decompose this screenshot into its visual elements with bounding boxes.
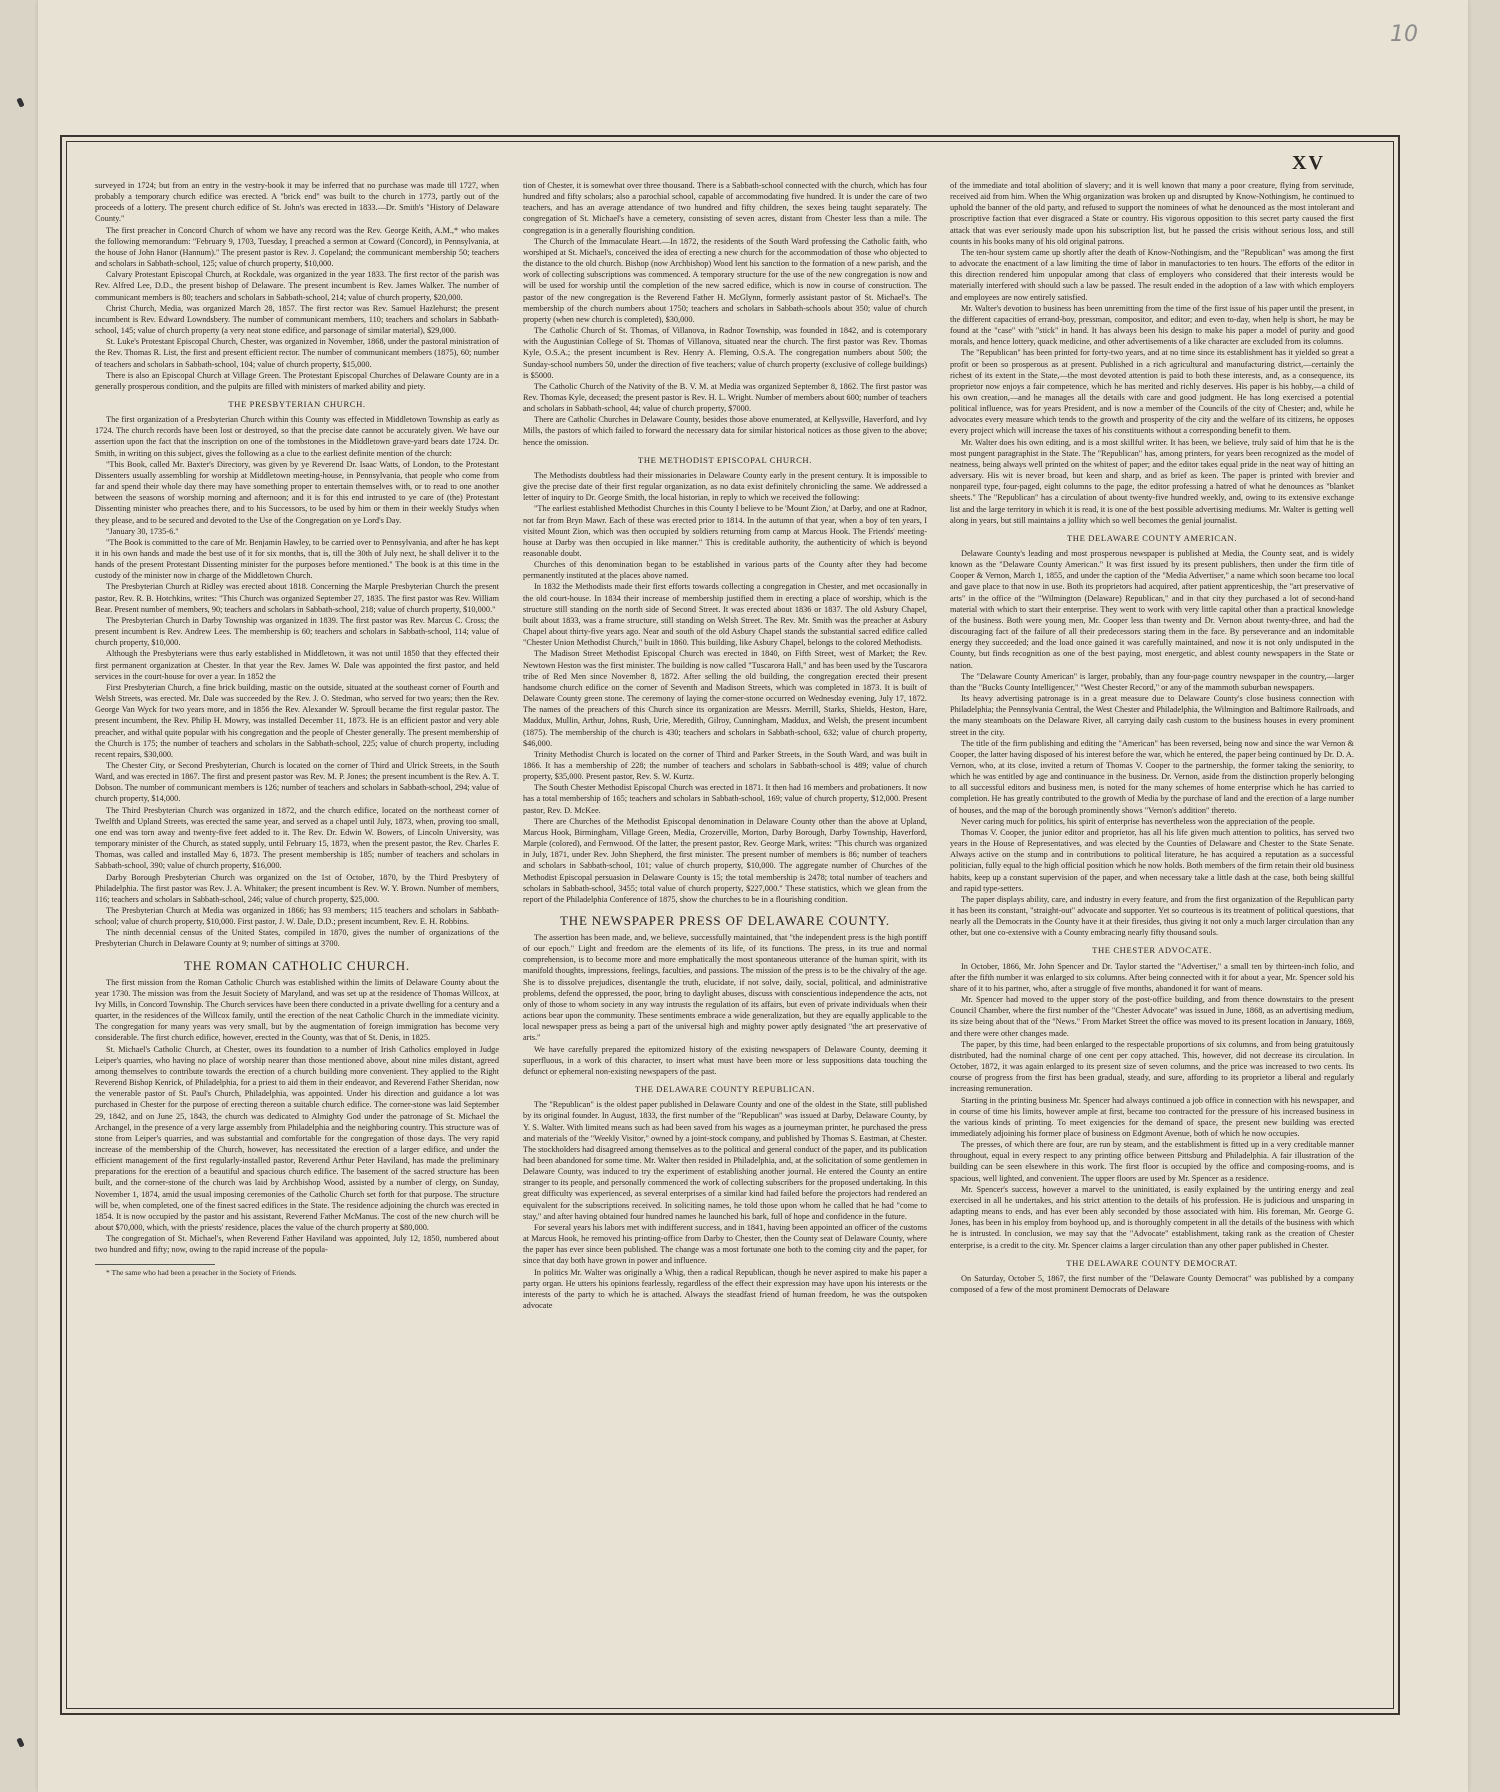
paragraph: The paper, by this time, had been enlarged to the respectable proportions of six columns, and from being gratuitously distributed, had the nominal charge of one cent per copy attached. This, however, did not decrease its circulation. In October, 1872, it was again enlarged to its present size of seven columns, and the price was increased to two cents. Its course of progress from the first has been gradual, steady, and sure, affording to its proprietor a liberal and regularly increasing remuneration.	[950, 1039, 1354, 1094]
paragraph: Trinity Methodist Church is located on the corner of Third and Parker Streets, in the South Ward, and was built in 1866. It has a membership of 228; the number of teachers and scholars in Sabbath-school is 489; value of church property, $35,000. Present pastor, Rev. S. W. Kurtz.	[523, 749, 927, 782]
paragraph: The Methodists doubtless had their missionaries in Delaware County early in the present century. It is impossible to give the precise date of their first regular organization, as no data exist definitely chronicling the same. We addressed a letter of inquiry to Dr. George Smith, the local historian, in reply to which we received the following:	[523, 470, 927, 503]
paragraph: The first organization of a Presbyterian Church within this County was effected in Middletown Township as early as 1724. The church records have been lost or destroyed, so that the precise date cannot be accurately given. We have our assertion upon the fact that the inscription on one of the tombstones in the Middletown grave-yard bears date 1724. Dr. Smith, in writing on this subject, gives the following as a clue to the earliest definite mention of the church:	[95, 415, 499, 458]
section-heading: THE DELAWARE COUNTY REPUBLICAN.	[635, 1084, 815, 1095]
paragraph: The Third Presbyterian Church was organized in 1872, and the church edifice, located on the northeast corner of Twelfth and Upland Streets, was erected the same year, and served as a chapel until July, 1873, when, proving too small, one end was torn away and twenty-five feet added to it. The Rev. Dr. Edwin W. Bowers, of Lincoln University, was temporary minister of the Church, as stated supply, until February 15, 1873, when the present pastor, the Rev. Charles F. Thomas, was called and installed May 6, 1873. The present membership is 185; number of teachers and scholars in Sabbath-school, 390; value of church property, $16,000.	[95, 805, 499, 871]
section-heading: THE NEWSPAPER PRESS OF DELAWARE COUNTY.	[560, 913, 890, 928]
paragraph: The Madison Street Methodist Episcopal Church was erected in 1840, on Fifth Street, west of Market; the Rev. Newtown Heston was the first minister. The building is now called "Tuscarora Hall," and has been used by the Tuscarora tribe of Red Men since November 8, 1872. After selling the old building, the congregation erected their present handsome church edifice on the corner of Seventh and Madison Streets, which was completed in 1873. It is built of Delaware County green stone. The ceremony of laying the corner-stone occurred on Wednesday evening, July 17, 1872. The names of the preachers of this Church since its organization are Messrs. Merrill, Starks, Shields, Heston, Hare, Maddux, Mullin, Arthur, Johns, Rush, Urie, Meredith, Gilroy, Cunningham, Maddux, and Welsh, the present incumbent (1875). The membership of the church is 430; teachers and scholars in Sabbath-school, 632; value of church property, $46,000.	[523, 649, 927, 748]
paragraph: "January 30, 1735-6."	[106, 526, 179, 536]
section-heading: THE DELAWARE COUNTY AMERICAN.	[1066, 532, 1238, 543]
paragraph: The presses, of which there are four, are run by steam, and the establishment is fitted up in a very creditable manner throughout, equal in every respect to any printing office between Pittsburg and Philadelphia. A fair illustration of the building can be seen elsewhere in this work. The first floor is occupied by the office and composing-rooms, and is spacious, well lighted, and convenient. The upper floors are used by Mr. Spencer as a residence.	[950, 1140, 1354, 1183]
text-column-1	[95, 180, 499, 1700]
paragraph: The Catholic Church of St. Thomas, of Villanova, in Radnor Township, was founded in 1842, and is cotemporary with the Augustinian College of St. Thomas of Villanova, situated near the church. The first pastor was Rev. Thomas Kyle, O.S.A.; the present incumbent is Rev. Henry A. Fleming, O.S.A. The congregation numbers about 500; the Sunday-school numbers 50, under the direction of five teachers; value of church property (exclusive of college buildings) is $5000.	[523, 326, 927, 380]
paragraph: The title of the firm publishing and editing the "American" has been reversed, being now and since the war Vernon & Cooper, the latter having disposed of his interest before the war, which he entered, the paper being continued by Dr. D. A. Vernon, who, at its close, invited a return of Thomas V. Cooper to the partnership, the former taking the seniority, to which he was entitled by age and continuance in the business. Dr. Vernon, aside from the distinction properly belonging to all successful editors and business men, is noted for the many schemes of home enterprise which he has carried to completion. He has greatly contributed to the growth of Media by the purchase of land and the erection of a large number of houses, and the map of the borough prominently shows "Vernon's addition" thereto.	[950, 738, 1354, 815]
paragraph: The Presbyterian Church in Darby Township was organized in 1839. The first pastor was Rev. Marcus C. Cross; the present incumbent is Rev. Andrew Lees. The membership is 60; teachers and scholars in Sabbath-school, 114; value of church property, $10,000.	[95, 615, 499, 648]
paragraph: The South Chester Methodist Episcopal Church was erected in 1871. It then had 16 members and probationers. It now has a total membership of 165; teachers and scholars in Sabbath-school, 169; value of church property, $12,000. Present pastor, Rev. D. McKee.	[523, 783, 927, 815]
paragraph: Its heavy advertising patronage is in a great measure due to Delaware County's close business connection with Philadelphia; the Pennsylvania Central, the West Chester and Philadelphia, the Wilmington and Baltimore Railroads, and the many steamboats on the Delaware River, all carrying daily cash custom to the business houses in every prominent street in the city.	[950, 694, 1354, 737]
footnote: * The same who had been a preacher in the Society of Friends.	[106, 1267, 297, 1277]
paragraph: St. Luke's Protestant Episcopal Church, Chester, was organized in November, 1868, under the pastoral ministration of the Rev. Thomas R. List, the first and present efficient rector. The number of communicant members (1875), 60; number of teachers and scholars in Sabbath-school, 104; value of church property, $15,000.	[95, 337, 499, 369]
paragraph: The paper displays ability, care, and industry in every feature, and from the first organization of the Republican party it has been its constant, "straight-out" advocate and supporter. Yet so courteous is its treatment of political questions, that nearly all the Democrats in the County have it at their firesides, thus giving it not only a much larger circulation than any other, but one co-extensive with a County embracing nearly fifty thousand souls.	[950, 894, 1354, 938]
section-heading: THE ROMAN CATHOLIC CHURCH.	[184, 957, 410, 973]
section-heading: THE METHODIST EPISCOPAL CHURCH.	[638, 454, 812, 465]
pencil-page-number: 10	[1390, 22, 1418, 47]
section-heading: THE DELAWARE COUNTY DEMOCRAT.	[1066, 1257, 1238, 1268]
page-numeral: XV	[1292, 152, 1325, 174]
paragraph: "The Book is committed to the care of Mr. Benjamin Hawley, to be carried over to Pennsylvania, and after he has kept it in his own hands and made the best use of it for six months, that is, till the 30th of July next, he shall deliver it to the hands of the present Protestant Dissenting minister for the purposes before mentioned." The book is at this time in the custody of the minister now in charge of the Middletown Church.	[95, 537, 499, 581]
paragraph: The "Delaware County American" is larger, probably, than any four-page country newspaper in the country,—larger than the "Bucks County Intelligencer," "West Chester Record," or any of the mammoth suburban newspapers.	[950, 671, 1354, 692]
paragraph: Calvary Protestant Episcopal Church, at Rockdale, was organized in the year 1833. The first rector of the parish was Rev. Alfred Lee, D.D., the present bishop of Delaware. The present incumbent is Rev. James Walker. The number of communicant members is 80; teachers and scholars in Sabbath-school, 214; value of church property, $20,000.	[95, 270, 499, 302]
paragraph: Starting in the printing business Mr. Spencer had always continued a job office in connection with his newspaper, and in course of time his limits, however ample at first, became too contracted for the pressure of his increased business in the various kinds of printing. To meet exigencies for the demand of space, the present new building was erected immediately adjoining his former place of business on Edgmont Avenue, both of which he now occupies.	[950, 1095, 1354, 1138]
section-heading: THE PRESBYTERIAN CHURCH.	[228, 398, 366, 409]
paragraph: Mr. Spencer had moved to the upper story of the post-office building, and from thence downstairs to the present Council Chamber, where the first number of the "Chester Advocate" was issued in June, 1868, as an advertising medium, its size being about that of the "News." From Market Street the office was moved to its present location in January, 1869, and there were other changes made.	[950, 995, 1354, 1038]
paragraph: There is also an Episcopal Church at Village Green. The Protestant Episcopal Churches of Delaware County are in a generally prosperous condition, and the pulpits are filled with ministers of marked ability and piety.	[95, 370, 499, 391]
paragraph: Christ Church, Media, was organized March 28, 1857. The first rector was Rev. Samuel Hazlehurst; the present incumbent is Rev. Edward Lowndsbery. The number of communicant members, 110; teachers and scholars in Sabbath-school, 145; value of church property (a very neat stone edifice, and parsonage of similar material), $29,000.	[95, 303, 499, 336]
section-heading: THE CHESTER ADVOCATE.	[1092, 945, 1212, 956]
paragraph: tion of Chester, it is somewhat over three thousand. There is a Sabbath-school connected with the church, which has four hundred and fifty scholars; also a parochial school, capable of accommodating five hundred. It is under the care of two teachers, and has an average attendance of two hundred and fifty children, the sexes being taught separately. The congregation of St. Michael's have a cemetery, consisting of seven acres, distant from Chester less than a mile. The congregation is in a generally flourishing condition.	[523, 181, 927, 235]
paragraph: The Catholic Church of the Nativity of the B. V. M. at Media was organized September 8, 1862. The first pastor was Rev. Thomas Kyle, deceased; the present pastor is Rev. H. L. Wright. Number of members about 600; number of teachers and scholars in Sabbath-school, 44; value of church property, $7000.	[523, 381, 927, 414]
paragraph: On Saturday, October 5, 1867, the first number of the "Delaware County Democrat" was published by a company composed of a few of the most prominent Democrats of Delaware	[950, 1273, 1354, 1294]
paragraph: Churches of this denomination began to be established in various parts of the County after they had become permanently instituted at the places above named.	[523, 560, 927, 581]
paragraph: of the immediate and total abolition of slavery; and it is well known that many a poor creature, flying from servitude, received aid from him. When the Whig organization was broken up and disrupted by Know-Nothingism, he continued to uphold the banner of the old party, and refused to support the nominees of what he denounced as the most intolerant and proscriptive faction that ever disgraced a State or country. His vigorous opposition to this secret party caused the first attack that was ever seriously made upon his subscription list, but he passed the crisis without serious loss, and still counts in his books many of his old original patrons.	[950, 181, 1354, 246]
paragraph: Although the Presbyterians were thus early established in Middletown, it was not until 1850 that they effected their first permanent organization at Chester. In that year the Rev. James W. Dale was appointed the first pastor, and held services in the court-house for over a year. In 1852 the	[95, 649, 499, 681]
paragraph: St. Michael's Catholic Church, at Chester, owes its foundation to a number of Irish Catholics employed in Judge Leiper's quarries, who having no place of worship nearer than those mentioned above, about nine miles distant, agreed among themselves to contribute towards the erection of a church building more convenient. They applied to the Right Reverend Bishop Kenrick, of Philadelphia, for a priest to aid them in their endeavor, and Reverend Father Sheridan, now the venerable pastor of St. Paul's Church, Philadelphia, was appointed. Under his direction and guidance a lot was purchased in Chester for the purpose of erecting thereon a suitable church edifice. The corner-stone was laid September 29, 1842, and on June 25, 1843, the church was dedicated to Almighty God under the patronage of St. Michael the Archangel, in the presence of a very large assembly from Philadelphia and the neighboring country. This structure was of stone from Leiper's quarries, and was substantial and comfortable for the congregation of those days. The very rapid increase of the membership of the Church, however, has necessitated the erection of a larger edifice, and under the efficient management of the first regularly-installed pastor, Reverend Arthur Peter Haviland, has made the preliminary preparations for the erection of a beautiful and spacious church edifice. The basement of the sacred structure has been built, and the corner-stone of the church was laid by Archbishop Wood, assisted by a number of clergy, on Sunday, November 1, 1874, amid the usual imposing ceremonies of the Catholic Church set forth for that purpose. The structure will be, when completed, one of the finest sacred edifices in the State. The residence adjoining the church was erected in 1854. It is now occupied by the pastor and his assistant, Reverend Father McManus. The cost of the new church will be about $70,000, which, with the priests' residence, places the value of the church property at $80,000.	[95, 1044, 499, 1233]
paragraph: The first preacher in Concord Church of whom we have any record was the Rev. George Keith, A.M.,* who makes the following memorandum: "February 9, 1703, Tuesday, I preached a sermon at Coward (Concord), in Pennsylvania, at the house of John Hanor (Hannum)." The present pastor is Rev. J. Copeland; the communicant membership 50; teachers and scholars in Sabbath-school, 125; value of church property, $10,000.	[95, 225, 499, 269]
paragraph: The ninth decennial census of the United States, compiled in 1870, gives the number of organizations of the Presbyterian Church in Delaware County at 9; number of sittings at 3700.	[95, 928, 499, 949]
paragraph: The Presbyterian Church at Media was organized in 1866; has 93 members; 115 teachers and scholars in Sabbath-school; value of church property, $10,000. First pastor, J. W. Dale, D.D.; present incumbent, Rev. E. H. Robbins.	[95, 906, 499, 927]
paragraph: The first mission from the Roman Catholic Church was established within the limits of Delaware County about the year 1730. The mission was from the Jesuit Society of Maryland, and was set up at the residence of Thomas Willcox, at Ivy Mills, in Concord Township. The Church services have been there conducted in a private dwelling for a century and a quarter, in the residences of the Willcox family, until the erection of the neat Catholic Church in the immediate vicinity. The congregation for many years was very small, but by the augmentation of foreign immigration has become very considerable. The first church edifice, however, erected in the County, was that of St. Denis, in 1825.	[95, 977, 499, 1043]
paragraph: Thomas V. Cooper, the junior editor and proprietor, has all his life given much attention to politics, has served two years in the House of Representatives, and was elected by the Counties of Delaware and Chester to the State Senate. Always active on the stump and in contributions to political literature, he has acquired a reputation as a successful politician, fully equal to the high official position which he now holds. Both members of the firm retain their old business habits, keep up a constant supervision of the paper, and when necessary take a little dash at the case, both being skillful and rapid type-setters.	[950, 827, 1354, 893]
paragraph: There are Churches of the Methodist Episcopal denomination in Delaware County other than the above at Upland, Marcus Hook, Birmingham, Village Green, Media, Crozerville, Morton, Darby Borough, Darby Township, Haverford, Marple (colored), and Fernwood. Of the latter, the present pastor, Rev. George Mark, writes: "This church was organized in July, 1871, under Rev. John Shepherd, the first minister. The present number of members is 86; number of teachers and scholars in Sabbath-school, 101; value of church property, $10,000. The aggregate number of Churches of the Methodist Episcopal persuasion in Delaware County is 15; the total membership is 2478; total number of teachers and scholars in Sabbath-school, 3455; total value of church property, $227,000." These statistics, which we glean from the report of the Philadelphia Conference of 1875, show the churches to be in a flourishing condition.	[523, 816, 927, 904]
paragraph: Never caring much for politics, his spirit of enterprise has nevertheless won the appreciation of the people.	[961, 816, 1315, 826]
paragraph: The Church of the Immaculate Heart.—In 1872, the residents of the South Ward professing the Catholic faith, who worshiped at St. Michael's, conceived the idea of erecting a new church for the accommodation of those who objected to the distance to the old church. Bishop (now Archbishop) Wood lent his sanction to the formation of a new parish, and the work of collecting subscriptions was commenced. A temporary structure for the use of the new congregation is now and will be used for worship until the completion of the new sacred edifice, which is now in course of construction. The pastor of the new congregation is the Reverend Father H. McGlynn, formerly assistant pastor of St. Michael's. The membership of the church numbers about 1750; teachers and scholars in Sabbath-schools about 350; value of church property (when new church is completed), $30,000.	[523, 236, 927, 324]
paragraph: We have carefully prepared the epitomized history of the existing newspapers of Delaware County, deeming it superfluous, in a work of this character, to insert what must have been more or less suppositions data touching the defunct or ephemeral non-existing newspapers of the past.	[523, 1044, 927, 1076]
paragraph: For several years his labors met with indifferent success, and in 1841, having been appointed an officer of the customs at Marcus Hook, he removed his printing-office from Darby to Chester, then the County seat of Delaware County, where the paper has ever since been published. The change was a most fortunate one both to the coming city and the paper, for since that day both have grown in power and influence.	[523, 1222, 927, 1266]
paragraph: There are Catholic Churches in Delaware County, besides those above enumerated, at Kellysville, Haverford, and Ivy Mills, the pastors of which failed to forward the necessary data for similar historical notices as those given to the above; hence the omission.	[523, 415, 927, 447]
paragraph: The ten-hour system came up shortly after the death of Know-Nothingism, and the "Republican" was among the first to advocate the enactment of a law limiting the time of labor in manufactories to ten hours. The efforts of the editor in this direction rendered him unpopular among that class of employers who considered that their interests would be materially interfered with should such a law be passed. The result ended in the adoption of a law with which employers and employees are now entirely satisfied.	[950, 247, 1354, 302]
paragraph: Mr. Spencer's success, however a marvel to the uninitiated, is easily explained by the untiring energy and zeal exercised in all he undertakes, and his strict attention to the details of his profession. He is judicious and unsparing in adapting means to ends, and has ever been ably seconded by those associated with him. His foreman, Mr. George G. Jones, has been in his employ from boyhood up, and is thoroughly competent in all the details of the business with which he is intrusted. In conclusion, we may say that the "Advocate" establishment, taking rank as the creation of Chester enterprise, is a credit to the city. Mr. Spencer claims a larger circulation than any other paper published in Chester.	[950, 1184, 1354, 1250]
paragraph: In October, 1866, Mr. John Spencer and Dr. Taylor started the "Advertiser," a small ten by thirteen-inch folio, and after the fifth number it was enlarged to six columns. After being connected with it for about a year, Mr. Spencer sold his share of it to his partner, who, after a struggle of five months, abandoned it for want of means.	[950, 961, 1354, 993]
paragraph: Delaware County's leading and most prosperous newspaper is published at Media, the County seat, and is widely known as the "Delaware County American." It was first issued by its present publishers, then under the firm title of Cooper & Vernon, March 1, 1855, and under the caption of the "Media Advertiser," a name which soon became too local and gave place to that now in use. Both its proprietors had acquired, after patient apprenticeship, the "art preservative of arts" in the office of the "Wilmington (Delaware) Republican," and in that city they purchased a lot of second-hand material with which to start their enterprise. They went to work with very little capital other than a practical knowledge of the business. Both were young men, Mr. Cooper less than twenty and Dr. Vernon about twenty-three, and had the discouraging fact of the failure of all their predecessors staring them in the face. By perseverance and an indomitable energy they succeeded; and the load once gained it was carefully maintained, and now it is not only undisputed in the County, but finds recognition as one of the best paying, most energetic, and ablest county newspapers in the State or nation.	[950, 549, 1354, 670]
text-column-3	[950, 180, 1354, 1700]
paragraph: The assertion has been made, and, we believe, successfully maintained, that "the independent press is the high pontiff of our epoch." Light and freedom are the elements of its life, of its functions. The press, in its true and normal comprehension, is to become more and more emphatically the most spontaneous utterance of the human spirit, with its manifold thoughts, impressions, feelings, faculties, and passions. The mission of the press is to be the chivalry of the age. She is to dissolve prejudices, disentangle the truth, elucidate, if not solve, daily, social, political, and administrative problems, defend the oppressed, the poor, bring to daylight abuses, discuss with conscientious independence the acts, not only of those to whom society in any way intrusts the regulation of its affairs, but even of private individuals when their actions bear upon the community. These sentiments embrace a wide generalization, but they are equally applicable to the local newspaper press as being a part of the universal high and mighty power aptly designated "the art preservative of arts."	[523, 933, 927, 1043]
text-column-2	[523, 180, 927, 1700]
paragraph: The congregation of St. Michael's, when Reverend Father Haviland was appointed, July 12, 1850, numbered about two hundred and fifty; now, owing to the rapid increase of the popula-	[95, 1234, 499, 1255]
paragraph: The "Republican" is the oldest paper published in Delaware County and one of the oldest in the State, still published by its original founder. In August, 1833, the first number of the "Republican" was issued at Darby, Delaware County, by Y. S. Walter. With limited means such as had been saved from his wages as a journeyman printer, he purchased the press and materials of the "Weekly Visitor," owned by a joint-stock company, and published by Thomas S. Eastman, at Chester. The stockholders had disagreed among themselves as to the political and general conduct of the paper, and its publication had been abandoned for some time. Mr. Walter then resided in Philadelphia, and, at the solicitation of some gentlemen in Delaware County, was induced to try the experiment of establishing another journal. He entered the County an entire stranger to its people, and personally commenced the work of collecting subscribers for the proposed undertaking. In this great difficulty was experienced, as several enterprises of a similar kind had failed before the projectors had rendered an equivalent for the subscriptions received. In soliciting names, he told those upon whom he called that he had "come to stay," and after having obtained four hundred names he launched his bark, full of hope and confidence in the future.	[523, 1100, 927, 1221]
paragraph: In politics Mr. Walter was originally a Whig, then a radical Republican, though he never aspired to make his paper a party organ. He utters his opinions fearlessly, regardless of the effect their expression may have upon his interests or the interests of the party to which he is attached. Always the steadfast friend of human freedom, he was the outspoken advocate	[523, 1267, 927, 1310]
paragraph: Darby Borough Presbyterian Church was organized on the 1st of October, 1870, by the Third Presbytery of Philadelphia. The first pastor was Rev. J. A. Whitaker; the present incumbent is Rev. W. Y. Brown. Number of members, 116; teachers and scholars in Sabbath-school, 246; value of church property, $25,000.	[95, 872, 499, 904]
paragraph: Mr. Walter does his own editing, and is a most skillful writer. It has been, we believe, truly said of him that he is the most pungent paragraphist in the State. The "Republican" has, among printers, for years been recognized as the model of neatness, being always well printed on the whitest of paper; and the editor takes equal pride in the neat way of hitting an adversary. His wit is never broad, but keen and sharp, and as brief as keen. The paper is printed with brevier and nonpareil type, four-paged, eight columns to the page, the editor professing a hatred of what he denounces as "blanket sheets." The "Republican" has a circulation of about twenty-five hundred weekly, and, owing to its extensive exchange list and the large territory in which it is read, it is one of the best possible advertising mediums. Mr. Walter is getting well along in years, but still maintains a jollity which so well becomes the genial journalist.	[950, 437, 1354, 525]
paragraph: First Presbyterian Church, a fine brick building, mastic on the outside, situated at the southeast corner of Fourth and Welsh Streets, was erected. Mr. Dale was succeeded by the Rev. J. O. Stedman, who served for two years; then the Rev. George Van Wyck for two years more, and in 1856 the Rev. Alexander W. Sproull became the first regular pastor. The present incumbent, the Rev. Philip H. Mowry, was installed December 11, 1873. He is an efficient pastor and very able preacher, and withal quite popular with his congregation and the people of Chester generally. The present membership of the Church is 175; the number of teachers and scholars in the Sabbath-school, 225; value of church property, including recent repairs, $30,000.	[95, 682, 499, 759]
paragraph: The Chester City, or Second Presbyterian, Church is located on the corner of Third and Ulrick Streets, in the South Ward, and was erected in 1867. The first and present pastor was Rev. M. P. Jones; the present incumbent is the Rev. A. T. Dobson. The number of communicant members is 126; number of teachers and scholars in Sabbath-school, 294; value of church property, $14,000.	[95, 760, 499, 804]
binding-hole	[16, 97, 24, 107]
paragraph: The Presbyterian Church at Ridley was erected about 1818. Concerning the Marple Presbyterian Church the present pastor, Rev. R. B. Hotchkins, writes: "This Church was organized September 27, 1835. The first pastor was Rev. William Bear. Present number of members, 90; teachers and scholars in Sabbath-school, 218; value of church property, $10,000."	[95, 582, 499, 614]
paragraph: surveyed in 1724; but from an entry in the vestry-book it may be inferred that no purchase was made till 1727, when probably a temporary church edifice was erected. A "brick end" was built to the church in 1773, partly out of the proceeds of a lottery. The present church edifice of St. John's was erected in 1833.—Dr. Smith's "History of Delaware County."	[95, 181, 499, 224]
binding-hole	[16, 1737, 24, 1747]
footnote-rule	[95, 1264, 215, 1265]
paragraph: "This Book, called Mr. Baxter's Directory, was given by ye Reverend Dr. Isaac Watts, of London, to the Protestant Dissenters usually assembling for worship at Middletown meeting-house, in Pennsylvania, that people who come from far and spend their whole day there may have something proper to entertain themselves with, or to read to one another between the seasons of worship morning and afternoon; and it is for this end intrusted to ye care of (the) Protestant Dissenting minister who preaches there, and to his Successors, to be used by him or them in their weekly Studys when they please, and to be secured and devoted to the Use of the Congregation on ye Lord's Day.	[95, 459, 499, 525]
paragraph: In 1832 the Methodists made their first efforts towards collecting a congregation in Chester, and met occasionally in the old court-house. In 1834 their increase of membership justified them in erecting a place of worship, which is the structure still standing on the north side of Second Street. It was erected about 1836 or 1837. The old Asbury Chapel, built about 1833, was a frame structure, still standing on Welsh Street. The Rev. Mr. Smith was the preacher at Asbury Chapel about thirty-five years ago. Near and south of the old Asbury Chapel stands the substantial sacred edifice called "Chester Union Methodist Church," built in 1860. This building, like Asbury Chapel, belongs to the colored Methodists.	[523, 582, 927, 648]
paragraph: The "Republican" has been printed for forty-two years, and at no time since its establishment has it yielded so great a profit or been so prosperous as at present. Published in a rich agricultural and manufacturing district,—certainly the richest of its extent in the State,—the most devoted attention is paid to both these interests, and, as a consequence, its proprietor now enjoys a fair competence, which he has merited and richly deserves. His paper is his hobby,—a child of his own creation,—and he manages all the details with care and good judgment. He has long exercised a potential political influence, was for years President, and is now a member of the Councils of the city of Chester; and, while he advocates every measure which tends to the growth and prosperity of the city and the welfare of its citizens, he opposes every project which will increase the taxes of his constituents without a corresponding benefit to them.	[950, 348, 1354, 436]
paragraph: "The earliest established Methodist Churches in this County I believe to be 'Mount Zion,' at Darby, and one at Radnor, not far from Bryn Mawr. Each of these was erected prior to 1814. In the autumn of that year, when a boy of ten years, I visited Mount Zion, which was then occupied by soldiers returning from camp at Marcus Hook. The Friends' meeting-house at Darby was then occupied in like manner." This is creditable authority, the authenticity of which is beyond reasonable doubt.	[523, 504, 927, 558]
paragraph: Mr. Walter's devotion to business has been unremitting from the time of the first issue of his paper until the present, in the different capacities of errand-boy, pressman, compositor, and editor; and even to-day, when help is short, he may be found at the "case" with "stick" in hand. It has always been his design to make his paper a model of purity and good morals, and hence lottery, quack medicine, and other advertisements of a like character are excluded from its columns.	[950, 303, 1354, 347]
